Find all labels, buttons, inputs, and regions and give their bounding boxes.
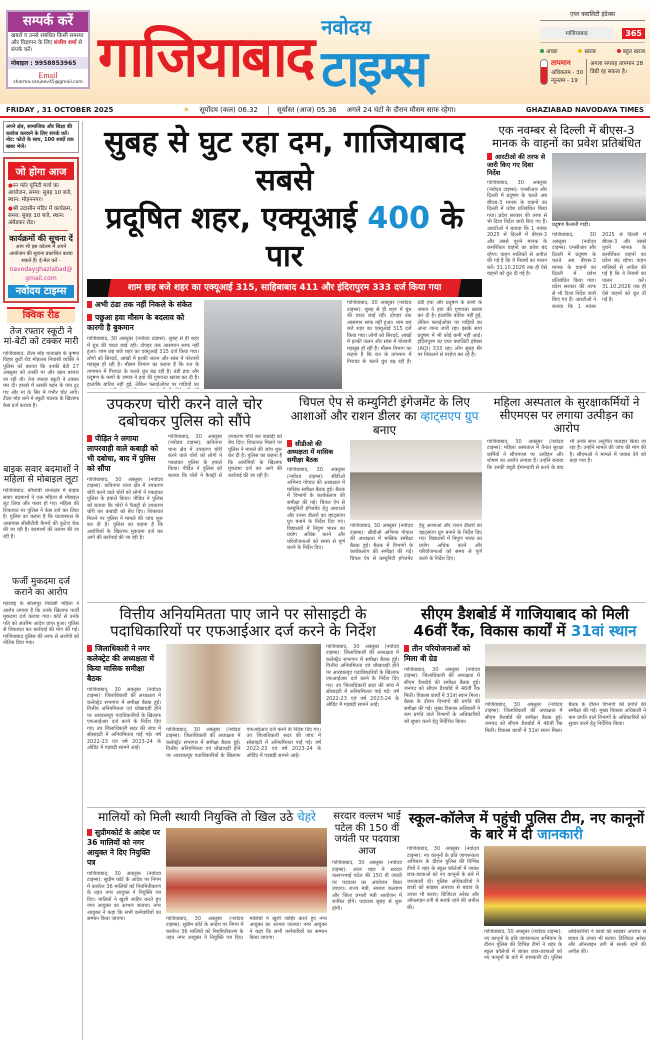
- school-police-story: [407, 811, 646, 1037]
- gardeners-subhead: सुप्रीमकोर्ट के आदेश पर 36 मालियों को नगर आयुक्त ने दिए नियुक्ति पत्र: [87, 827, 160, 867]
- temperature-block: [540, 59, 645, 85]
- quick-read-story: [3, 327, 79, 461]
- story-headline[interactable]: फर्जी मुकदमा दर्ज कराने का आरोप: [12, 577, 70, 598]
- gardeners-body: गाजियाबाद, 30 अक्तूबर (नवोदय टाइम्स): सुप्रीम कोर्ट के आदेश पर निगम में कार्यरत 36 मालियों को नियमितीकरण के तहत नगर आयुक्त ने नियुक्ति पत्र दिए। मालियों ने खुशी जाहिर करते हुए नगर आयुक्त का आभार जताया। नगर आयुक्त ने कहा कि सभी कर्मचारियों का सम्मान किया जाएगा।: [87, 870, 161, 923]
- temp-label: तापमान: [551, 59, 571, 67]
- today-item: [8, 183, 74, 204]
- thermometer-icon: [540, 59, 548, 85]
- contact-heading: सम्पर्क करें: [8, 12, 88, 32]
- legend-good: [540, 47, 558, 55]
- gardeners-body-continued: गाजियाबाद, 30 अक्तूबर (नवोदय टाइम्स): सुप्रीम कोर्ट के आदेश पर निगम में कार्यरत 36 मालियों को नियमितीकरण के तहत नगर आयुक्त ने नियुक्ति पत्र दिए। मालियों ने खुशी जाहिर करते हुए नगर आयुक्त का आभार जताया। नगर आयुक्त ने कहा कि सभी कर्मचारियों का सम्मान किया जाएगा।: [166, 915, 327, 942]
- smog-photo: [204, 300, 342, 389]
- gardeners-photo: [166, 828, 327, 913]
- legend-poor: [578, 47, 595, 55]
- lead-headline-line2[interactable]: प्रदूषित शहर, एक्यूआई 400 के पार: [105, 201, 464, 274]
- bs3-story: [487, 124, 646, 389]
- society-body-column: गाजियाबाद, 30 अक्तूबर (नवोदय टाइम्स): जिलाधिकारी की अध्यक्षता में कलेक्ट्रेट सभागार में समीक्षा बैठक हुई। वित्तीय अनियमितता एवं धोखाधड़ी होने पर आरडब्ल्यूए पदाधिकारियों के खिलाफ एफआईआर दर्ज करने के निर्देश दिए गए। उप जिलाधिकारी सदर की जांच में सोसाइटी में अनियमितता पाई गई। वर्ष 2022-23 एवं वर्ष 2023-24 के ऑडिट में गड़बड़ी सामने आई।: [326, 643, 399, 708]
- contact-text-end: से संपर्क करें।: [11, 40, 83, 53]
- bs3-subhead: आरटीओ की तरफ से जारी किए गए दिशा निर्देश: [487, 153, 546, 178]
- aqi-legend: [540, 47, 645, 55]
- sunset: सूर्यास्त (आज) 05.36: [268, 106, 337, 115]
- meeting-photo: [350, 440, 482, 520]
- chipal-body-continued: गाजियाबाद, 30 अक्तूबर (नवोदय टाइम्स): सीडीओ अभिनव गोपाल की अध्यक्षता में मासिक समीक्षा बैठक हुई। बैठक में विभागों के कार्यकलाप की समीक्षा की गई। चिपल ऐप से कम्युनिटी इंगेजमेंट हेतु आशाओं और राशन डीलरों का व्हाट्सएप ग्रुप बनाने के निर्देश दिए गए। विद्यालयों में निपुण भारत का प्रयोग अधिक करने और परियोजनाओं को समय से पूर्ण करने के निर्देश दिए।: [350, 523, 482, 562]
- bs3-headline[interactable]: एक नवम्बर से दिल्ली में बीएस-3 मानक के वाहनों का प्रवेश प्रतिबंधित: [492, 123, 641, 151]
- row-bottom: [87, 808, 646, 1040]
- sunrise: सूर्योदय (कल) 06.32: [199, 105, 259, 114]
- quick-read-story: [3, 577, 79, 1040]
- sun-icon: ☀: [183, 106, 190, 114]
- chipal-headline[interactable]: चिपल ऐप से कम्युनिटी इंगेजमेंट के लिए आशाओं और राशन डीलर का व्हाट्सएप ग्रुप बनाए: [290, 395, 479, 437]
- gardeners-story: [87, 811, 327, 1037]
- quick-read-story: [3, 465, 79, 574]
- hospital-headline[interactable]: महिला अस्पताल के सुरक्षाकर्मियों ने सीएमएस पर लगाया उत्पीड़न का आरोप: [493, 395, 640, 436]
- row-second: [87, 393, 646, 603]
- lead-body: गाजियाबाद, 30 अक्तूबर (नवोदय टाइम्स): सुबह से ही शहर में धुंध की चादर छाई रही। दोपहर तक आसमान साफ नहीं हुआ। शाम छह बजे शहर का एक्यूआई 315 दर्ज किया गया। लोगों को सिरदर्द, आंखों में हल्की जलन और सांस में परेशानी महसूस हो रही है। मौसम विभाग का कहना है कि रात के तापमान में गिरावट के चलते धुंध बढ़ रही है। ठंडी हवा और प्रदूषण के कणों के जमाव ने हवा की गुणवत्ता खराब कर दी है। हालांकि बारिश नहीं हुई, लेकिन फ्लाईओवर पर गाड़ियों का: [87, 336, 199, 388]
- patel-story: [332, 811, 402, 1037]
- theft-subhead: पीड़ित ने लगाया लापरवाही वाले कबाड़ी को भी दबोचा, बाद में पुलिस को सौंपा: [87, 434, 163, 474]
- title-ghaziabad: गाजियाबाद: [98, 25, 314, 90]
- story-body: गाजियाबाद: टीला मोड़ थानाक्षेत्र के कृष्णा विहार कुटी रोड मोहल्ला निवासी व्यक्ति ने पुलिस को बताया कि उनकी बेटी 27 अक्तूबर को उनकी मां और बहन बाजार जा रही थी। तेज रफ्तार स्कूटी ने टक्कर मार दी। हादसे में उसकी बहन के पांव टूट गए और मां के सिर में गंभीर चोट लगी। टीला मोड़ थाने में स्कूटी चालक के खिलाफ केस दर्ज कराया है।: [3, 350, 79, 409]
- society-subhead: जिलाधिकारी ने नगर कलेक्ट्रेट की अध्यक्षता में किया मासिक समीक्षा बैठक: [87, 644, 161, 684]
- weather-forecast: अगले 24 घंटों के दौरान मौसम साफ रहेगा।: [346, 105, 456, 114]
- notice-box: [3, 121, 79, 153]
- society-body: गाजियाबाद, 30 अक्तूबर (नवोदय टाइम्स): जिलाधिकारी की अध्यक्षता में कलेक्ट्रेट सभागार में समीक्षा बैठक हुई। वित्तीय अनियमितता एवं धोखाधड़ी होने पर आरडब्ल्यूए पदाधिकारियों के खिलाफ एफआईआर दर्ज करने के निर्देश दिए गए। उप जिलाधिकारी सदर की जांच में सोसाइटी में अनियमितता पाई गई। वर्ष 2022-23 एवं वर्ष 2023-24 के ऑडिट में गड़बड़ी सामने आई।: [87, 686, 161, 751]
- contact-name: संजीव शर्मा: [53, 40, 77, 46]
- main-area: [87, 121, 646, 1040]
- aqi-box: [540, 10, 645, 85]
- lead-story: [87, 124, 482, 389]
- aqi-city: गाजियाबाद: [540, 27, 613, 39]
- society-meeting-photo: [166, 644, 321, 724]
- temp-min: न्यूनतम - 19: [551, 78, 578, 84]
- theft-body-continued: गाजियाबाद, 30 अक्तूबर (नवोदय टाइम्स): कविनगर थाना क्षेत्र में उपकरण चोरी करने वाले चोरों को लोगों ने पकड़कर पुलिस के हवाले किया। पीड़ित ने पुलिस को बताया कि चोरों ने फैक्ट्री से उपकरण चोरी कर कबाड़ी को बेच दिए। शिकायत मिलने पर पुलिस ने मामले की जांच शुरू कर दी है। पुलिस का कहना है कि आरोपियों के खिलाफ मुकदमा दर्ज कर आगे की कार्रवाई की जा रही है।: [168, 433, 282, 479]
- school-body: गाजियाबाद, 30 अक्तूबर (नवोदय टाइम्स): नए कानूनों के प्रति जागरूकता अभियान के दौरान पुलिस की विभिन्न टीमों ने शहर के स्कूल कॉलेजों में जाकर छात्र-छात्राओं को नए कानूनों के बारे में जानकारी दी। पुलिस अधिकारियों ने छात्रों को साइबर अपराध से बचाव के उपाय भी बताए। डिजिटल अरेस्ट और ऑनलाइन ठगी से सतर्क रहने की अपील की।: [407, 846, 479, 911]
- patel-body: गाजियाबाद, 30 अक्तूबर (नवोदय टाइम्स): आज शहर में सरदार वल्लभभाई पटेल की 150 वीं जयंती पर पदयात्रा का आयोजन किया जाएगा। राज्य मंत्री, समाज कल्याण और जिला प्रभारी मंत्री आयोजन में शामिल होंगे। पदयात्रा सुबह से शुरू होगी।: [332, 860, 402, 912]
- today-box: [3, 157, 79, 303]
- cm-body-continued: गाजियाबाद, 30 अक्तूबर (नवोदय टाइम्स): जिलाधिकारी की अध्यक्षता में सीएम डैशबोर्ड की समीक्षा बैठक हुई। जनपद को सीएम डैशबोर्ड में 46वीं रैंक मिली। विकास कार्यों में 31वां स्थान मिला। बैठक के दौरान विभागों की प्रगति की समीक्षा की गई। मुख्य विकास अधिकारी ने कम प्रगति वाले विभागों के अधिकारियों को सुधार करने हेतु निर्देशित किया।: [485, 701, 646, 734]
- newspaper-title: [98, 10, 532, 98]
- legend-label: बहुत खराब: [622, 49, 645, 55]
- chipal-story: [287, 396, 482, 599]
- row-third: [87, 603, 646, 808]
- legend-label: अच्छा: [546, 49, 558, 55]
- chipal-subhead: सीडीओ की अध्यक्षता में मासिक समीक्षा बैठक: [287, 440, 345, 464]
- masthead: [0, 0, 650, 104]
- patel-headline[interactable]: सरदार वल्लभ भाई पटेल की 150 वीं जयंती पर पदयात्रा आज: [333, 811, 401, 857]
- theft-body: गाजियाबाद, 30 अक्तूबर (नवोदय टाइम्स): कविनगर थाना क्षेत्र में उपकरण चोरी करने वाले चोरों को लोगों ने पकड़कर पुलिस के हवाले किया। पीड़ित ने पुलिस को बताया कि चोरों ने फैक्ट्री से उपकरण चोरी कर कबाड़ी को बेच दिए। शिकायत मिलने पर पुलिस ने मामले की जांच शुरू कर दी है। पुलिस का कहना है कि आरोपियों के खिलाफ मुकदमा दर्ज कर आगे की कार्रवाई की जा रही है।: [87, 476, 163, 541]
- contact-email-label: Email: [38, 71, 58, 80]
- cm-dashboard-story: [404, 606, 646, 804]
- photo-caption: प्रदूषण फैलाती गाड़ी।: [552, 222, 590, 229]
- events-notice-heading: कार्यक्रमों की सूचना दें: [9, 234, 73, 243]
- story-headline[interactable]: बाइक सवार बदमाशों ने महिला से मोबाइल लूटा: [3, 464, 79, 486]
- page-body: [0, 118, 650, 1043]
- lead-body-continued: गाजियाबाद, 30 अक्तूबर (नवोदय टाइम्स): सुबह से ही शहर में धुंध की चादर छाई रही। दोपहर तक आसमान साफ नहीं हुआ। शाम छह बजे शहर का एक्यूआई 315 दर्ज किया गया। लोगों को सिरदर्द, आंखों में हल्की जलन और सांस में परेशानी महसूस हो रही है। मौसम विभाग का कहना है कि रात के तापमान में गिरावट के चलते धुंध बढ़ रही है। ठंडी हवा और प्रदूषण के कणों के जमाव ने हवा की गुणवत्ता खराब कर दी है। हालांकि बारिश नहीं हुई, लेकिन फ्लाईओवर पर गाड़ियों का आना जाना जारी रहा। इसके साथ प्रदूषण में भी कोई कमी नहीं आई। इंदिरापुरम का एयर क्वालिटी इंडेक्स (AQI) 333 रहा। लोग सुबह सैर पर निकलने से परहेज कर रहे हैं।: [347, 300, 482, 365]
- lead-headline: [87, 124, 482, 276]
- green-dot-icon: [540, 49, 544, 53]
- story-body: महाराष्ट्र के सोलापुर निवासी महिला ने आरोप लगाया है कि उनके खिलाफ फर्जी मुकदमा दर्ज कराया गया। कोर्ट से उनके पति को अंतरिम आदेश प्राप्त हुआ। पुलिस से शिकायत कर कार्रवाई की मांग की गई। गाजियाबाद पुलिस की तरफ से आरोपी को नोटिस दिया गया।: [3, 601, 79, 647]
- cm-body: गाजियाबाद, 30 अक्तूबर (नवोदय टाइम्स): जिलाधिकारी की अध्यक्षता में सीएम डैशबोर्ड की समीक्षा बैठक हुई। जनपद को सीएम डैशबोर्ड में 46वीं रैंक मिली। विकास कार्यों में 31वां स्थान मिला। बैठक के दौरान विभागों की प्रगति की समीक्षा की गई। मुख्य विकास अधिकारी ने कम प्रगति वाले विभागों के अधिकारियों को सुधार करने हेतु निर्देशित किया।: [404, 666, 480, 725]
- events-email[interactable]: navodayghaziabad@gmail.com: [9, 266, 73, 282]
- vehicle-smoke-photo: [552, 153, 646, 221]
- left-column: [3, 121, 83, 1040]
- brand-name: GHAZIABAD NAVODAYA TIMES: [525, 106, 645, 114]
- bullet-icon: ●: [8, 183, 13, 189]
- legend-label: खराब: [584, 49, 596, 55]
- society-body-continued: गाजियाबाद, 30 अक्तूबर (नवोदय टाइम्स): जिलाधिकारी की अध्यक्षता में कलेक्ट्रेट सभागार में समीक्षा बैठक हुई। वित्तीय अनियमितता एवं धोखाधड़ी होने पर आरडब्ल्यूए पदाधिकारियों के खिलाफ एफआईआर दर्ज करने के निर्देश दिए गए। उप जिलाधिकारी सदर की जांच में सोसाइटी में अनियमितता पाई गई। वर्ष 2022-23 एवं वर्ष 2023-24 के ऑडिट में गड़बड़ी सामने आई।: [166, 726, 321, 759]
- school-body-continued: गाजियाबाद, 30 अक्तूबर (नवोदय टाइम्स): नए कानूनों के प्रति जागरूकता अभियान के दौरान पुलिस की विभिन्न टीमों ने शहर के स्कूल कॉलेजों में जाकर छात्र-छात्राओं को नए कानूनों के बारे में जानकारी दी। पुलिस अधिकारियों ने छात्रों को साइबर अपराध से बचाव के उपाय भी बताए। डिजिटल अरेस्ट और ऑनलाइन ठगी से सतर्क रहने की अपील की।: [484, 929, 646, 962]
- lead-banner: शाम छह बजे शहर का एक्यूआई 315, साहिबाबाद 411 और इंदिरापुरम 333 दर्ज किया गया: [87, 279, 482, 297]
- today-item: [8, 206, 74, 227]
- row-top: [87, 121, 646, 393]
- society-headline[interactable]: वित्तीय अनियमितता पाए जाने पर सोसाइटी के पदाधिकारियों पर एफआईआर दर्ज करने के निर्देश: [110, 605, 376, 641]
- hospital-body: गाजियाबाद, 30 अक्तूबर (नवोदय टाइम्स): महिला अस्पताल में तैनात सुरक्षा कर्मियों ने सीएमएस पर उत्पीड़न और शोषण का आरोप लगाया है। उन्होंने बताया कि उनकी ड्यूटी ईमानदारी से करने के बाद भी उनके साथ अनुचित व्यवहार किया जा रहा है। उन्होंने मामले की जांच की मांग की है। सीएमओ ने मामले में जवाब देने को कहा गया है।: [487, 438, 646, 471]
- title-times: टाइम्स: [321, 40, 427, 98]
- aqi-value: 365: [622, 28, 645, 39]
- lead-subhead: पछुआ हवा मौसम के बदलाव को कारगी है बुकमान: [87, 313, 199, 333]
- lead-subhead: अभी ठंडा तक नहीं निकले के संकेत: [87, 300, 199, 310]
- theft-story: [87, 396, 282, 599]
- cm-meeting-photo: [485, 644, 646, 699]
- bs3-body-continued: गाजियाबाद, 30 अक्तूबर (नवोदय टाइम्स): एनसीआर और दिल्ली में प्रदूषण के चलते अब बीएस-3 मानक के वाहनों का दिल्ली में प्रवेश प्रतिबंधित किया गया। प्रदेश सरकार की तरफ से भी दिशा निर्देश जारी किए गए हैं। आरटीओ ने बताया कि 1 नवंबर 2025 से दिल्ली में बीएस-3 और उससे पुराने मानक के कमर्शियल वाहनों का प्रवेश बंद रहेगा। वाहन मालिकों से अपील की गई है कि वे नियमों का पालन करें। 31.10.2026 तक ही ऐसे वाहनों को छूट दी गई है।: [552, 232, 646, 310]
- story-headline[interactable]: तेज रफ्तार स्कूटी ने मां-बेटी को टक्कर मारी: [3, 327, 79, 348]
- issue-date: FRIDAY , 31 OCTOBER 2025: [6, 106, 114, 114]
- red-dot-icon: [617, 49, 621, 53]
- today-heading: जो होगा आज: [8, 162, 74, 180]
- title-navodaya: नवोदय: [321, 15, 371, 39]
- hospital-story: [487, 396, 646, 599]
- school-students-photo: [484, 846, 646, 926]
- temp-max: अधिकतम - 30: [551, 70, 584, 76]
- aqi-heading: एयर क्वालिटी इंडेक्स: [540, 10, 645, 21]
- contact-mobile: मोबाइल : 9958853965: [8, 57, 88, 69]
- yellow-dot-icon: [578, 49, 582, 53]
- cm-subhead: तीन परियोजनाओं को मिला बी ग्रेड: [404, 644, 480, 664]
- contact-email[interactable]: sharma.sanjeev45@gmail.com: [13, 80, 83, 85]
- brand-logo: नवोदय टाइम्स: [8, 285, 74, 298]
- cm-headline[interactable]: सीएम डैशबोर्ड में गाजियाबाद को मिली 46वीं रैंक, विकास कार्यों में 31वां स्थान: [413, 605, 637, 641]
- date-bar: [0, 104, 650, 118]
- bullet-icon: ●: [8, 206, 13, 212]
- contact-text: खबरों व उनसे संबंधित किसी समस्या और विज्ञापन के लिए: [11, 33, 84, 46]
- story-body: गाजियाबाद: कौशांबी थानाक्षेत्र में बाइक सवार बदमाशों ने एक महिला से मोबाइल लूट लिया और फरार हो गए। महिला की शिकायत पर पुलिस ने केस दर्ज कर लिया है। पुलिस का कहना है कि घटनास्थल के आसपास सीसीटीवी कैमरों की फुटेज चेक की जा रही है। बदमाशों की तलाश की जा रही है।: [3, 488, 79, 540]
- legend-very-poor: [617, 47, 645, 55]
- lead-headline-line1[interactable]: सुबह से घुट रहा दम, गाजियाबाद सबसे: [104, 125, 465, 198]
- contact-box: [6, 10, 90, 89]
- today-item-text: श्री उदासीन मंदिर में कार्यक्रम, समय: सुबह 10 बजे, स्थान: अंबेडकर रोड।: [8, 206, 72, 226]
- temp-forecast: अगला सप्ताह तापमान 28 डिग्री रह सकता है।: [590, 61, 644, 75]
- today-item-text: रन फॉर यूनिटी मार्च का आयोजन, समय: सुबह 10 बजे, स्थान: मोहननगर।: [8, 183, 72, 203]
- society-story: [87, 606, 399, 804]
- quick-read-heading: क्विक रीड: [7, 307, 75, 323]
- school-headline[interactable]: स्कूल-कॉलेज में पहुंची पुलिस टीम, नए कानूनों के बारे में दी जानकारी: [408, 811, 645, 844]
- gardeners-headline[interactable]: मालियों को मिली स्थायी नियुक्ति तो खिल उठे चेहरे: [98, 810, 316, 824]
- notice-text: अपने क्षेत्र, सामाजिक और शिक्षा की कवरेज करवाने के लिए संपर्क करें। नोट: फोटो के साथ, 100 शब्दों तक खबर भेजें।: [6, 124, 74, 150]
- bs3-body: गाजियाबाद, 30 अक्तूबर (नवोदय टाइम्स): एनसीआर और दिल्ली में प्रदूषण के चलते अब बीएस-3 मानक के वाहनों का दिल्ली में प्रवेश प्रतिबंधित किया गया। प्रदेश सरकार की तरफ से भी दिशा निर्देश जारी किए गए हैं। आरटीओ ने बताया कि 1 नवंबर 2025 से दिल्ली में बीएस-3 और उससे पुराने मानक के कमर्शियल वाहनों का प्रवेश बंद रहेगा। वाहन मालिकों से अपील की गई है कि वे नियमों का पालन करें। 31.10.2026 तक ही ऐसे वाहनों को छूट दी गई है।: [487, 180, 547, 278]
- chipal-body: गाजियाबाद, 30 अक्तूबर (नवोदय टाइम्स): सीडीओ अभिनव गोपाल की अध्यक्षता में मासिक समीक्षा बैठक हुई। बैठक में विभागों के कार्यकलाप की समीक्षा की गई। चिपल ऐप से कम्युनिटी इंगेजमेंट हेतु आशाओं और राशन डीलरों का व्हाट्सएप ग्रुप बनाने के निर्देश दिए गए। विद्यालयों में निपुण भारत का प्रयोग अधिक करने और परियोजनाओं को समय से पूर्ण करने के निर्देश दिए।: [287, 467, 345, 552]
- events-notice-text: आप भी इस कॉलम में अपने आयोजन की सूचना प्रकाशित करवा सकते हैं। ई-मेल करें -: [9, 244, 73, 264]
- theft-headline[interactable]: उपकरण चोरी करने वाले चोर दबोचकर पुलिस को सौंपे: [106, 395, 263, 431]
